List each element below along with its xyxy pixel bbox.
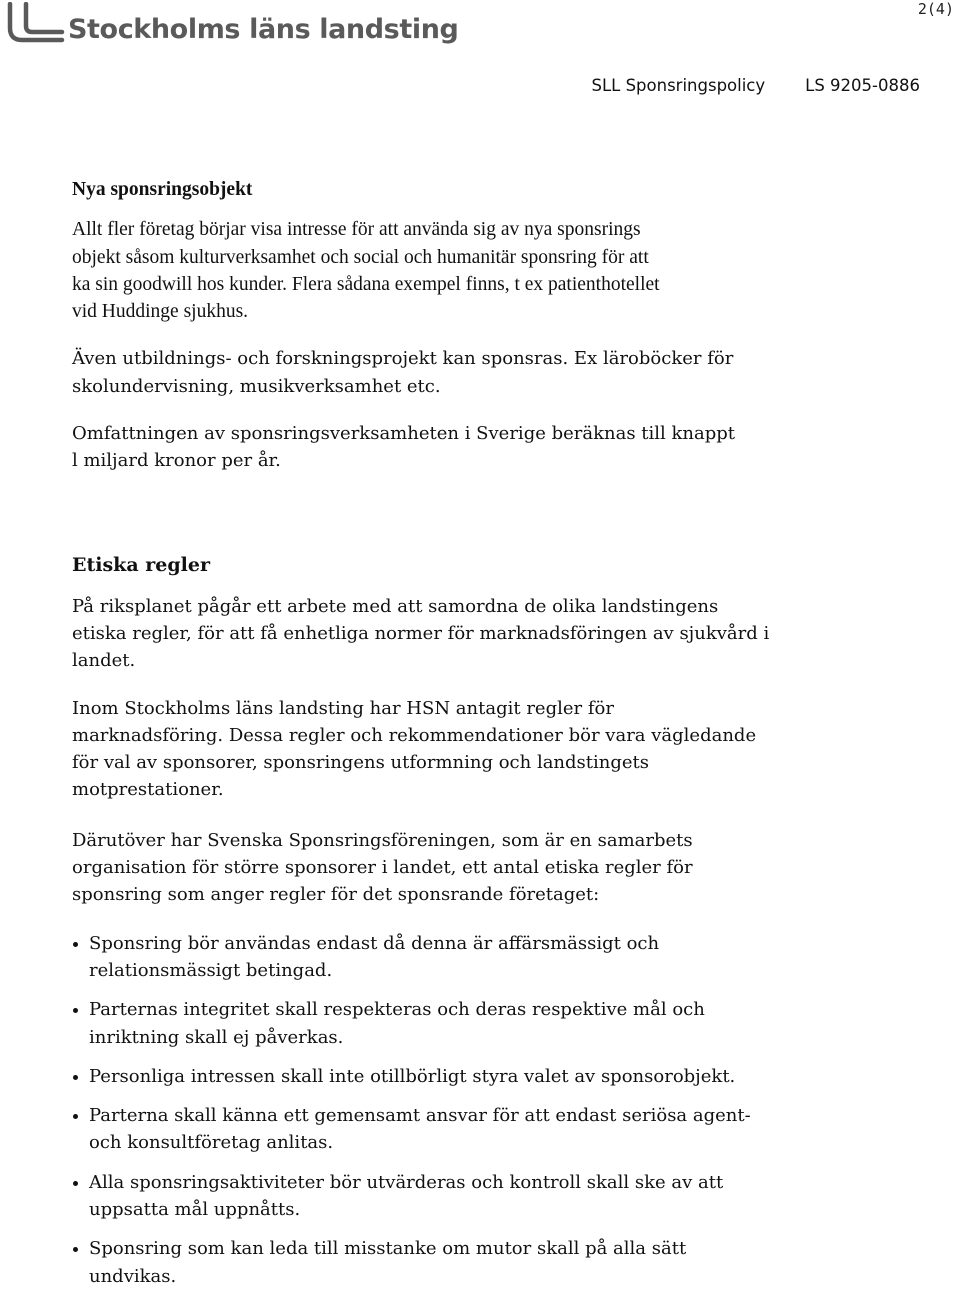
page-number: 2(4) xyxy=(917,0,954,18)
paragraph-etiska-1: På riksplanet pågår ett arbete med att samordna de olika landstingens etiska regler, för att få enhetliga normer för marknadsföringen av sjukvård i landet. xyxy=(72,595,770,672)
list-item: Alla sponsringsaktiviteter bör utvärderas och kontroll skall ske av att uppsatta mål uppnåtts. xyxy=(72,1169,792,1224)
section-heading-nya: Nya sponsringsobjekt xyxy=(72,179,253,200)
section-heading-etiska: Etiska regler xyxy=(72,553,210,576)
list-item: Parternas integritet skall respekteras och deras respektive mål och inriktning skall ej påverkas. xyxy=(72,996,792,1051)
paragraph-nya-1: Allt fler företag börjar visa intresse för att använda sig av nya sponsrings objekt såsom kulturverksamhet och social och humanitär sponsring för att ka sin goodwill hos kunder. Flera sådana exempel finns, t ex patienthotellet vid Huddinge sjukhus. xyxy=(72,219,660,323)
document-title: SLL Sponsringspolicy xyxy=(591,76,766,95)
paragraph-nya-3: Omfattningen av sponsringsverksamheten i Sverige beräknas till knappt l miljard kronor per år. xyxy=(72,423,736,472)
paragraph-etiska-3: Därutöver har Svenska Sponsringsföreningen, som är en samarbets organisation för större sponsorer i landet, ett antal etiska regler för sponsring som anger regler för det sponsrande företaget: xyxy=(72,829,693,906)
document-id: LS 9205-0886 xyxy=(805,76,920,95)
list-item: Sponsring bör användas endast då denna är affärsmässigt och relationsmässigt betingad. xyxy=(72,930,792,985)
organization-name: Stockholms läns landsting xyxy=(68,13,459,45)
document-body xyxy=(72,176,792,1290)
document-meta xyxy=(591,76,920,95)
list-item: Personliga intressen skall inte otillbörligt styra valet av sponsorobjekt. xyxy=(72,1063,792,1090)
list-item: Parterna skall känna ett gemensamt ansvar för att endast seriösa agent- och konsultföretag anlitas. xyxy=(72,1102,792,1157)
list-item: Sponsring som kan leda till misstanke om mutor skall på alla sätt undvikas. xyxy=(72,1235,792,1290)
sll-logo-icon xyxy=(4,2,66,48)
paragraph-nya-2: Även utbildnings- och forskningsprojekt kan sponsras. Ex läroböcker för skolundervisning, musikverksamhet etc. xyxy=(72,348,734,397)
paragraph-etiska-2: Inom Stockholms läns landsting har HSN antagit regler för marknadsföring. Dessa regler och rekommendationer bör vara vägledande för val av sponsorer, sponsringens utformning och landstingets motprestationer. xyxy=(72,697,757,801)
header-logo xyxy=(4,2,458,48)
ethics-rules-list xyxy=(72,930,792,1290)
